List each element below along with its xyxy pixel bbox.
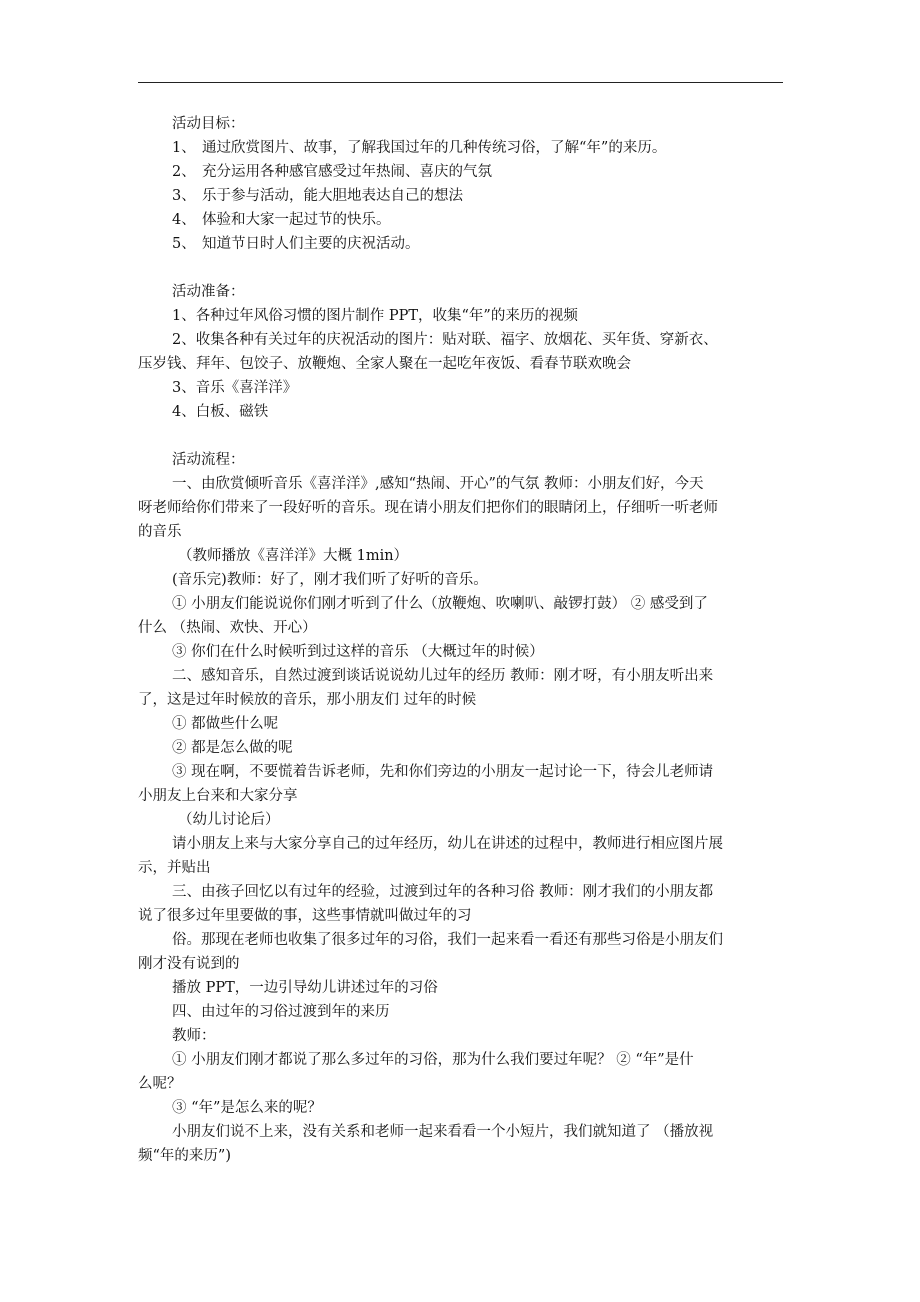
- flow-paragraph-line: 频“年的来历”): [138, 1148, 231, 1164]
- header-rule: [138, 82, 783, 83]
- prep-item-2-line-2: 压岁钱、拜年、包饺子、放鞭炮、全家人聚在一起吃年夜饭、看春节联欢晚会: [138, 356, 631, 372]
- flow-paragraph-line: ③ 现在啊，不要慌着告诉老师，先和你们旁边的小朋友一起讨论一下，待会儿老师请: [172, 764, 714, 780]
- prep-item-4: 4、白板、磁铁: [172, 404, 269, 420]
- flow-paragraph-line: 呀老师给你们带来了一段好听的音乐。现在请小朋友们把你们的眼睛闭上，仔细听一听老师: [138, 500, 718, 516]
- flow-paragraph-line: 说了很多过年里要做的事，这些事情就叫做过年的习: [138, 908, 472, 924]
- goals-heading: 活动目标：: [172, 116, 245, 132]
- flow-paragraph-line: 播放 PPT，一边引导幼儿讲述过年的习俗: [172, 980, 438, 996]
- goal-item-4: 4、 体验和大家一起过节的快乐。: [172, 212, 391, 228]
- flow-paragraph-line: ③ “年”是怎么来的呢？: [172, 1100, 322, 1116]
- flow-paragraph-line: ① 小朋友们能说说你们刚才听到了什么（放鞭炮、吹喇叭、敲锣打鼓） ② 感受到了: [172, 596, 708, 612]
- flow-paragraph-line: 小朋友上台来和大家分享: [138, 788, 298, 804]
- flow-heading: 活动流程：: [172, 452, 245, 468]
- flow-paragraph-line: 教师：: [172, 1028, 216, 1044]
- flow-paragraph-line: 刚才没有说到的: [138, 956, 240, 972]
- flow-paragraph-line: 二、感知音乐，自然过渡到谈话说说幼儿过年的经历 教师：刚才呀，有小朋友听出来: [172, 668, 714, 684]
- flow-paragraph-line: ① 都做些什么呢: [172, 716, 279, 732]
- flow-paragraph-line: 三、由孩子回忆以有过年的经验，过渡到过年的各种习俗 教师：刚才我们的小朋友都: [172, 884, 714, 900]
- goal-item-3: 3、 乐于参与活动，能大胆地表达自己的想法: [172, 188, 463, 204]
- flow-paragraph-line: 的音乐: [138, 524, 182, 540]
- prep-heading: 活动准备：: [172, 284, 245, 300]
- prep-item-2-line-1: 2、收集各种有关过年的庆祝活动的图片：贴对联、福字、放烟花、买年货、穿新衣、: [172, 332, 718, 348]
- flow-paragraph-line: （教师播放《喜洋洋》大概 1min）: [178, 548, 409, 564]
- section-gap: [138, 256, 786, 280]
- section-gap: [138, 424, 786, 448]
- flow-paragraph-line: 俗。那现在老师也收集了很多过年的习俗，我们一起来看一看还有那些习俗是小朋友们: [172, 932, 723, 948]
- flow-paragraph-line: 么呢？: [138, 1076, 182, 1092]
- flow-paragraph-line: 了，这是过年时候放的音乐，那小朋友们 过年的时候: [138, 692, 477, 708]
- flow-paragraph-line: (音乐完)教师：好了，刚才我们听了好听的音乐。: [172, 572, 488, 588]
- flow-paragraph-line: 什么 （热闹、欢快、开心）: [138, 620, 317, 636]
- goal-item-1: 1、 通过欣赏图片、故事，了解我国过年的几种传统习俗，了解“年”的来历。: [172, 140, 667, 156]
- flow-paragraph-line: 一、由欣赏倾听音乐《喜洋洋》,感知“热闹、开心”的气氛 教师：小朋友们好，今天: [172, 476, 704, 492]
- flow-paragraph-line: ① 小朋友们刚才都说了那么多过年的习俗，那为什么我们要过年呢？ ② “年”是什: [172, 1052, 694, 1068]
- prep-item-1: 1、各种过年风俗习惯的图片制作 PPT，收集“年”的来历的视频: [172, 308, 578, 324]
- flow-paragraph-line: ② 都是怎么做的呢: [172, 740, 293, 756]
- flow-paragraph-line: 四、由过年的习俗过渡到年的来历: [172, 1004, 390, 1020]
- flow-paragraph-line: 小朋友们说不上来，没有关系和老师一起来看看一个小短片，我们就知道了 （播放视: [172, 1124, 714, 1140]
- goal-item-5: 5、 知道节日时人们主要的庆祝活动。: [172, 236, 420, 252]
- flow-paragraph-line: ③ 你们在什么时候听到过这样的音乐 （大概过年的时候）: [172, 644, 544, 660]
- flow-paragraph-line: （幼儿讨论后）: [178, 812, 280, 828]
- flow-paragraph-line: 示，并贴出: [138, 860, 211, 876]
- document-body: [138, 112, 786, 1168]
- goal-item-2: 2、 充分运用各种感官感受过年热闹、喜庆的气氛: [172, 164, 492, 180]
- flow-paragraph-line: 请小朋友上来与大家分享自己的过年经历，幼儿在讲述的过程中，教师进行相应图片展: [172, 836, 723, 852]
- prep-item-3: 3、音乐《喜洋洋》: [172, 380, 298, 396]
